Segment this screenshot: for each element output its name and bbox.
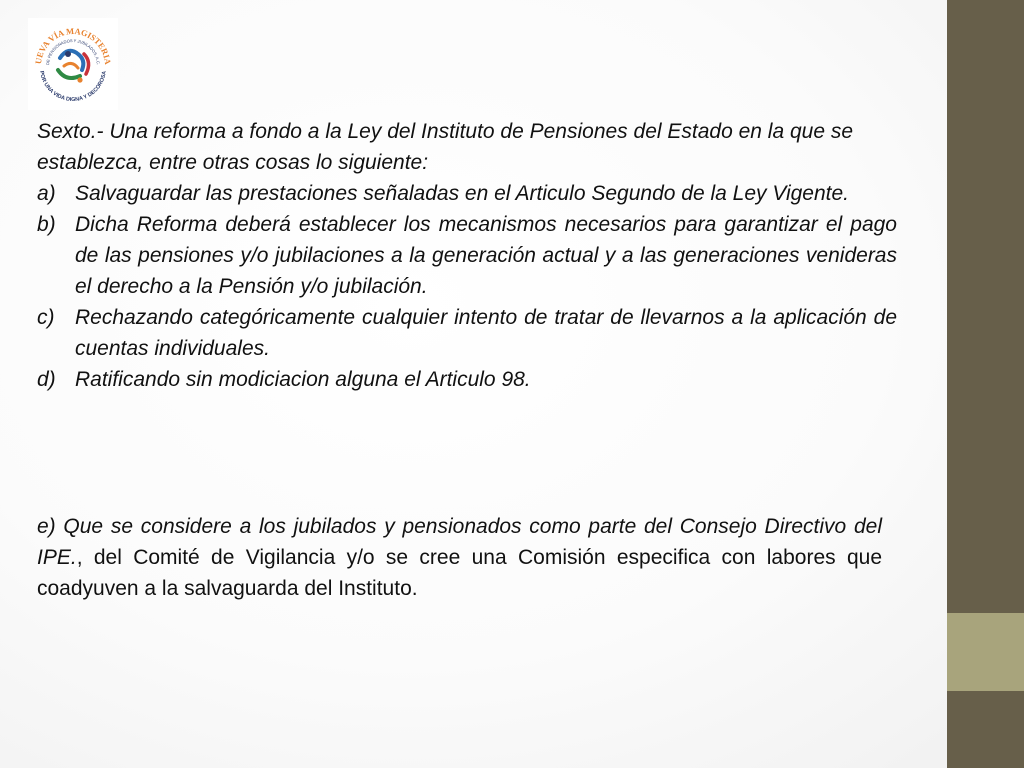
- list-item-text: Dicha Reforma deberá establecer los mecanismos necesarios para garantizar el pago de las pensiones y/o jubilaciones a la generación actual y a las generaciones venideras el derecho a la Pensión y/o jubilación.: [75, 213, 897, 298]
- logo-bottom-text: POR UNA VIDA DIGNA Y DECOROSA: [38, 70, 108, 104]
- extra-plain-text: , del Comité de Vigilancia y/o se cree una Comisión especifica con labores que coadyuven a la salvaguarda del Instituto.: [37, 546, 882, 600]
- list-item-text: Salvaguardar las prestaciones señaladas en el Articulo Segundo de la Ley Vigente.: [75, 182, 850, 205]
- logo-top-text: UEVA VÍA MAGISTERIA: [32, 25, 114, 66]
- right-sidebar-accent: [947, 613, 1024, 691]
- intro-paragraph: Sexto.- Una reforma a fondo a la Ley del Instituto de Pensiones del Estado en la que se establezca, entre otras cosas lo siguiente:: [37, 120, 854, 174]
- list-item: [37, 302, 897, 364]
- list-item-text: Rechazando categóricamente cualquier intento de tratar de llevarnos a la aplicación de cuentas individuales.: [75, 306, 897, 360]
- list-item: [37, 209, 897, 302]
- list-item-text: Ratificando sin modiciacion alguna el Articulo 98.: [75, 368, 531, 391]
- nueva-via-magisterial-logo: [28, 18, 118, 110]
- logo-emblem-icon: [58, 51, 89, 83]
- list-marker: b): [37, 213, 56, 236]
- list-marker: d): [37, 368, 56, 391]
- extra-paragraph: [37, 511, 882, 604]
- logo-sub-text: DE PENSIONADOS Y JUBILADOS, A.C.: [44, 37, 101, 66]
- list-marker: a): [37, 182, 56, 205]
- svg-text:POR UNA VIDA DIGNA Y DECOROSA: [38, 71, 108, 104]
- list-item: [37, 178, 897, 209]
- reform-items-list: [37, 178, 897, 395]
- list-item: [37, 364, 897, 395]
- extra-italic-text: e) Que se considere a los jubilados y pensionados como parte del Consejo Directivo del IPE.: [37, 515, 882, 569]
- list-marker: c): [37, 306, 55, 329]
- main-text-block: [37, 116, 897, 395]
